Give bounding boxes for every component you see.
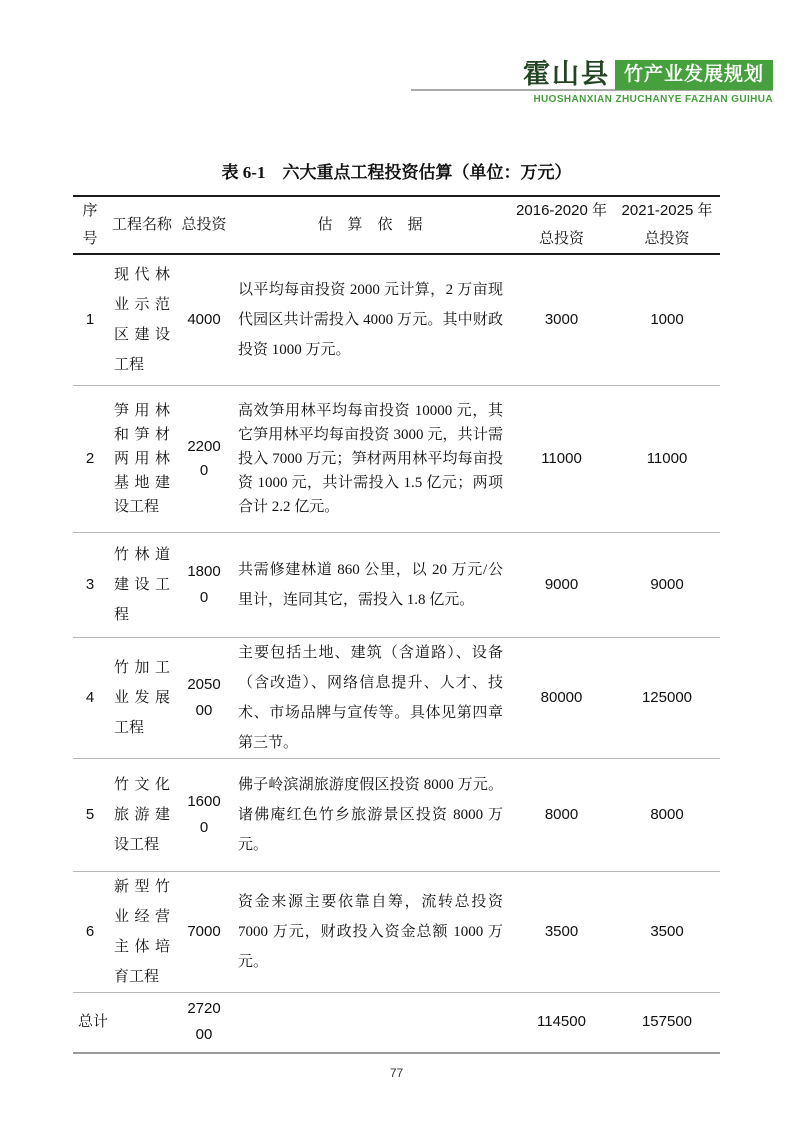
col-2021-2025-header	[614, 196, 720, 254]
table-row-5	[73, 758, 720, 871]
table-title: 表 6-1 六大重点工程投资估算（单位：万元）	[221, 163, 572, 182]
serial-cell: 2	[85, 449, 95, 467]
table-total-row	[73, 992, 720, 1053]
col-project-name-header: 工程名称	[111, 217, 172, 233]
serial-cell: 6	[85, 922, 95, 940]
period2-investment-cell: 1000	[650, 310, 684, 328]
plan-title-badge: 竹产业发展规划	[615, 60, 773, 90]
col-2016-2020-line1: 2016-2020 年	[516, 202, 607, 219]
table-row-1	[73, 254, 720, 385]
col-basis-header: 估 算 依 据	[317, 217, 423, 233]
page-number: 77	[389, 1066, 404, 1080]
basis-cell: 资金来源主要依靠自筹，流转总投资 7000 万元，财政投入资金总额 1000 万元。	[238, 893, 503, 970]
col-serial-header	[73, 196, 107, 254]
basis-cell: 以平均每亩投资 2000 元计算，2 万亩现代园区共计需投入 4000 万元。其中财政投资 1000 万元。	[238, 281, 503, 358]
table-row-2	[73, 385, 720, 532]
project-name-cell: 现代林业示范区建设工程	[114, 266, 170, 373]
total-basis-empty-cell	[231, 992, 509, 1053]
header-tagline: HUOSHANXIAN ZHUCHANYE FAZHAN GUIHUA	[533, 94, 773, 105]
period1-investment-cell: 3000	[544, 310, 579, 328]
total-period2-cell: 157500	[641, 1013, 693, 1031]
period2-investment-cell: 125000	[641, 688, 693, 706]
project-name-cell: 竹林道建设工程	[114, 546, 170, 623]
period2-investment-cell: 11000	[646, 449, 688, 467]
table-header-row	[73, 196, 720, 254]
period1-investment-cell: 80000	[540, 688, 583, 706]
table-row-4	[73, 637, 720, 758]
table-row-6	[73, 871, 720, 992]
total-investment-cell: 22000	[187, 437, 221, 479]
period2-investment-cell: 3500	[650, 922, 684, 940]
investment-table	[73, 195, 720, 1054]
period1-investment-cell: 11000	[541, 449, 582, 467]
period1-investment-cell: 3500	[544, 922, 579, 940]
col-total-investment-header: 总投资	[181, 217, 227, 233]
project-name-cell: 竹加工业发展工程	[114, 659, 170, 736]
project-name-cell: 笋用林和笋材两用林基地建设工程	[114, 402, 170, 515]
serial-cell: 1	[85, 310, 95, 328]
period2-investment-cell: 9000	[650, 575, 684, 593]
col-2021-2025-line1: 2021-2025 年	[621, 202, 713, 219]
total-investment-cell: 7000	[187, 922, 221, 940]
period1-investment-cell: 9000	[544, 575, 579, 593]
table-row-3	[73, 532, 720, 637]
grand-total-investment-cell: 272000	[187, 1000, 221, 1044]
page-header	[411, 60, 773, 105]
col-2016-2020-line2: 总投资	[538, 231, 584, 247]
county-name: 霍山县	[522, 59, 610, 89]
total-investment-cell: 18000	[187, 562, 221, 606]
col-serial-line2: 号	[82, 231, 98, 247]
total-label-cell: 总计	[78, 1014, 109, 1031]
col-2016-2020-header	[509, 196, 614, 254]
col-2021-2025-line2: 总投资	[644, 231, 690, 247]
col-serial-line1: 序	[82, 203, 98, 219]
total-investment-cell: 205000	[187, 675, 221, 719]
basis-cell: 共需修建林道 860 公里，以 20 万元/公里计，连同其它，需投入 1.8 亿元。	[238, 561, 503, 608]
brand-row	[411, 60, 773, 90]
serial-cell: 5	[85, 805, 95, 823]
period1-investment-cell: 8000	[544, 805, 579, 823]
total-investment-cell: 4000	[187, 310, 221, 328]
basis-cell: 高效笋用林平均每亩投资 10000 元，其它笋用林平均每亩投资 3000 元，共计需投入 7000 万元；笋材两用林平均每亩投资 1000 元，共计需投入 1.5 亿元；两项合计 2.2 亿元。	[238, 402, 503, 515]
total-period1-cell: 114500	[537, 1013, 586, 1031]
period2-investment-cell: 8000	[650, 805, 684, 823]
project-name-cell: 竹文化旅游建设工程	[114, 776, 170, 853]
basis-cell: 佛子岭滨湖旅游度假区投资 8000 万元。诸佛庵红色竹乡旅游景区投资 8000 万元。	[238, 776, 503, 853]
basis-cell: 主要包括土地、建筑（含道路）、设备（含改造）、网络信息提升、人才、技术、市场品牌与宣传等。具体见第四章第三节。	[238, 644, 503, 751]
serial-cell: 3	[85, 575, 95, 593]
total-investment-cell: 16000	[187, 792, 221, 836]
project-name-cell: 新型竹业经营主体培育工程	[114, 878, 170, 985]
serial-cell: 4	[85, 688, 95, 706]
